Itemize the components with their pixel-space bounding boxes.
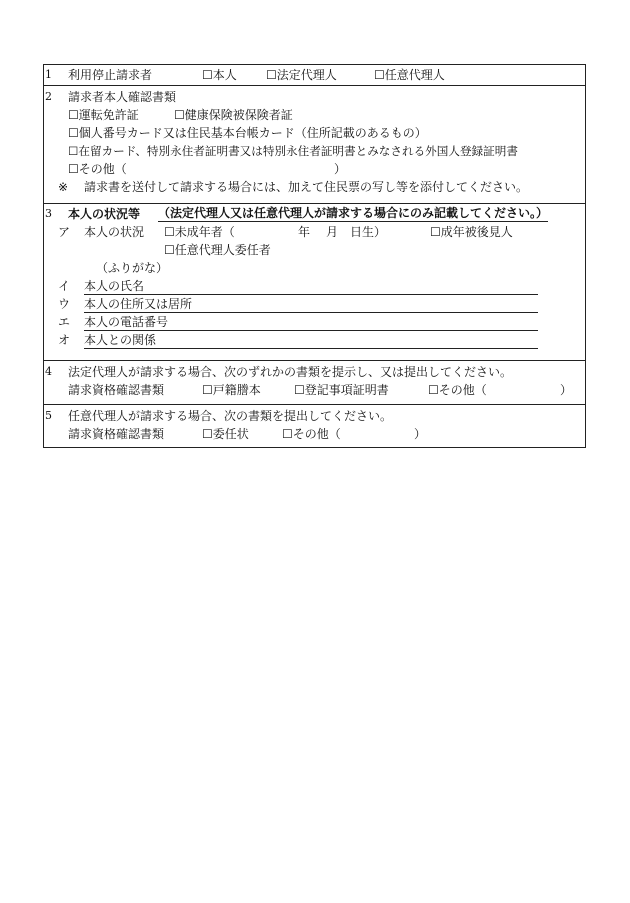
checkbox-drivers-license[interactable]: ☐運転免許証 — [68, 108, 139, 122]
person-phone-label: 本人の電話番号 — [84, 315, 169, 329]
checkbox-family-register[interactable]: ☐戸籍謄本 — [202, 383, 261, 397]
other-qualification-close: ） — [414, 427, 427, 441]
checkbox-other-qualification[interactable]: ☐その他（ — [282, 427, 341, 441]
request-form-table — [43, 64, 586, 448]
relationship-field[interactable] — [84, 348, 538, 349]
section-voluntary-agent-documents — [44, 404, 585, 447]
mailing-note: 請求書を送付して請求する場合には、加えて住民票の写し等を添付してください。 — [84, 180, 529, 194]
item-mark: オ — [58, 333, 71, 347]
requester-label: 利用停止請求者 — [68, 68, 153, 82]
item-mark: エ — [58, 315, 71, 329]
person-status-title: 本人の状況等 — [68, 207, 141, 221]
checkbox-health-insurance[interactable]: ☐健康保険被保険者証 — [174, 108, 293, 122]
section-identity-documents — [44, 85, 585, 203]
item-mark: ア — [58, 225, 71, 239]
other-document-close: ） — [334, 162, 347, 176]
birth-year-label: 年 — [298, 225, 311, 239]
checkbox-registry-certificate[interactable]: ☐登記事項証明書 — [294, 383, 389, 397]
section-legal-agent-documents — [44, 360, 585, 404]
section-number: 3 — [45, 207, 52, 220]
checkbox-mynumber-card[interactable]: ☐個人番号カード又は住民基本台帳カード（住所記載のあるもの） — [68, 126, 427, 140]
checkbox-voluntary-agent[interactable]: ☐任意代理人 — [374, 68, 445, 82]
section-number: 4 — [45, 365, 52, 378]
person-status-label: 本人の状況 — [84, 225, 145, 239]
note-mark: ※ — [58, 180, 69, 194]
furigana-label: （ふりがな） — [96, 261, 169, 275]
checkbox-adult-ward[interactable]: ☐成年被後見人 — [430, 225, 513, 239]
checkbox-legal-agent[interactable]: ☐法定代理人 — [266, 68, 337, 82]
checkbox-power-of-attorney[interactable]: ☐委任状 — [202, 427, 249, 441]
birth-day-label: 日生） — [350, 225, 387, 239]
birth-month-label: 月 — [326, 225, 339, 239]
checkbox-other-document[interactable]: ☐その他（ — [68, 162, 127, 176]
checkbox-residence-card[interactable]: ☐在留カード、特別永住者証明書又は特別永住者証明書とみなされる外国人登録証明書 — [68, 144, 518, 158]
item-mark: ウ — [58, 297, 71, 311]
voluntary-agent-instruction: 任意代理人が請求する場合、次の書類を提出してください。 — [68, 409, 393, 423]
item-mark: イ — [58, 279, 71, 293]
legal-agent-instruction: 法定代理人が請求する場合、次のずれかの書類を提示し、又は提出してください。 — [68, 365, 513, 379]
checkbox-self[interactable]: ☐本人 — [202, 68, 237, 82]
section-requester — [44, 65, 585, 85]
section-number: 5 — [45, 409, 52, 422]
checkbox-principal[interactable]: ☐任意代理人委任者 — [164, 243, 271, 257]
other-qualification-close: ） — [560, 383, 573, 397]
section-number: 2 — [45, 90, 52, 103]
person-address-label: 本人の住所又は居所 — [84, 297, 193, 311]
checkbox-minor[interactable]: ☐未成年者（ — [164, 225, 235, 239]
checkbox-other-qualification[interactable]: ☐その他（ — [428, 383, 487, 397]
section-person-status — [44, 203, 585, 360]
relationship-label: 本人との関係 — [84, 333, 157, 347]
identity-documents-label: 請求者本人確認書類 — [68, 90, 177, 104]
person-status-instruction: （法定代理人又は任意代理人が請求する場合にのみ記載してください。） — [158, 206, 549, 220]
person-name-label: 本人の氏名 — [84, 279, 145, 293]
section-number: 1 — [45, 68, 52, 81]
qualification-documents-label: 請求資格確認書類 — [68, 427, 165, 441]
qualification-documents-label: 請求資格確認書類 — [68, 383, 165, 397]
